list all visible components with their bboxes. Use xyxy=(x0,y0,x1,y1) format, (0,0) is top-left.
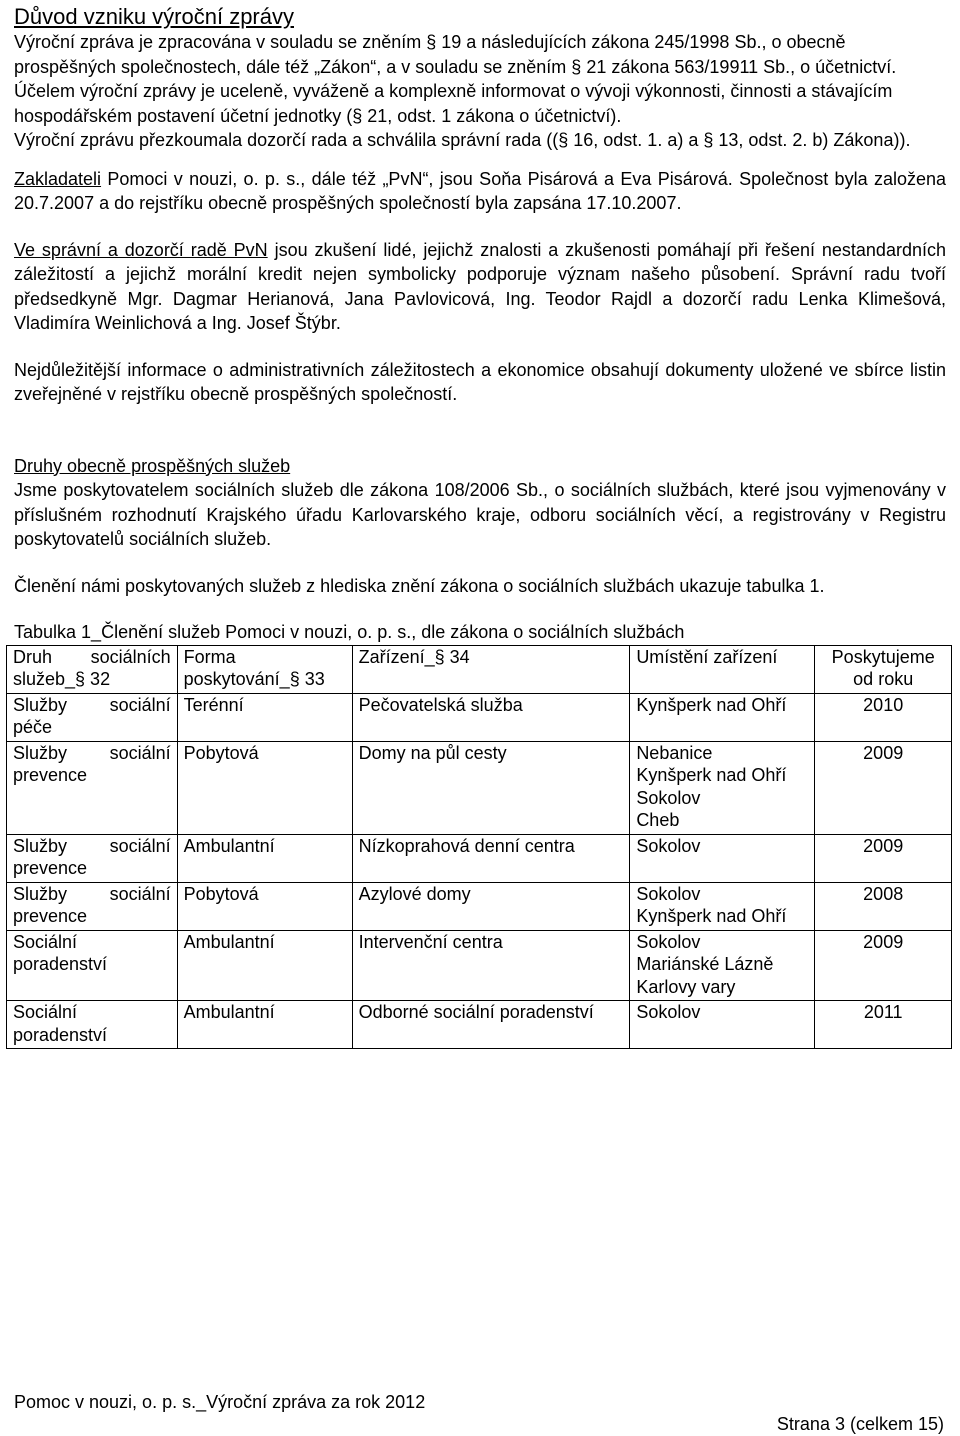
cell-umisteni-line: Sokolov xyxy=(636,883,701,904)
cell-druh-line: prevence xyxy=(13,906,88,926)
cell-forma xyxy=(177,834,352,882)
cell-rok-line: 2009 xyxy=(863,931,904,952)
cell-forma-line: Pobytová xyxy=(183,883,259,904)
table-row xyxy=(7,882,952,930)
table-header-row xyxy=(7,645,952,693)
table-row xyxy=(7,1001,952,1049)
cell-zarizeni-line: Intervenční centra xyxy=(358,931,503,952)
paragraph-review: Výroční zprávu přezkoumala dozorčí rada a schválila správní rada ((§ 16, odst. 1. a) a § 13, odst. 2. b) Zákona)). xyxy=(14,130,911,150)
cell-zarizeni-line: Odborné sociální poradenství xyxy=(358,1002,594,1022)
cell-umisteni-line: Sokolov xyxy=(636,787,701,808)
founders-label: Zakladateli xyxy=(14,168,102,189)
cell-zarizeni xyxy=(352,693,630,741)
table-header-cell-line: Druh sociálních xyxy=(13,646,171,667)
table-caption: Tabulka 1_Členění služeb Pomoci v nouzi, o. p. s., dle zákona o sociálních službách xyxy=(14,622,685,642)
table-header-cell-line: Poskytujeme xyxy=(831,646,935,667)
cell-zarizeni-line: Nízkoprahová denní centra xyxy=(358,835,575,856)
cell-forma xyxy=(177,693,352,741)
cell-forma xyxy=(177,882,352,930)
cell-druh xyxy=(7,1001,178,1049)
paragraph-documents: Nejdůležitější informace o administrativních záležitostech a ekonomice obsahují dokumenty uložené ve sbírce listin zveřejněné v rejstříku obecně prospěšných společností. xyxy=(14,359,946,404)
cell-forma-line: Ambulantní xyxy=(183,835,275,856)
cell-umisteni-line: Sokolov xyxy=(636,931,701,952)
cell-zarizeni-line: Pečovatelská služba xyxy=(358,694,523,715)
cell-umisteni xyxy=(630,1001,815,1049)
cell-umisteni-line: Mariánské Lázně xyxy=(636,954,774,974)
cell-umisteni-line: Nebanice xyxy=(636,742,713,763)
cell-umisteni-line: Kynšperk nad Ohří xyxy=(636,765,787,785)
cell-druh-line: Služby sociální xyxy=(13,835,171,856)
cell-druh-line: Služby sociální xyxy=(13,694,171,715)
cell-umisteni xyxy=(630,741,815,834)
table-header-cell-line: Zařízení_§ 34 xyxy=(358,646,470,667)
cell-rok xyxy=(815,693,952,741)
cell-druh-line: Služby sociální xyxy=(13,883,171,904)
footer-document-title: Pomoc v nouzi, o. p. s._Výroční zpráva za rok 2012 xyxy=(14,1392,426,1412)
paragraph-founders xyxy=(14,167,946,216)
cell-umisteni-line: Sokolov xyxy=(636,1002,701,1022)
cell-umisteni xyxy=(630,834,815,882)
cell-umisteni xyxy=(630,930,815,1001)
cell-rok xyxy=(815,1001,952,1049)
cell-zarizeni-line: Domy na půl cesty xyxy=(358,742,507,763)
table-header-cell xyxy=(815,645,952,693)
cell-rok-line: 2011 xyxy=(863,1002,903,1022)
cell-druh-line: poradenství xyxy=(13,954,108,974)
cell-rok-line: 2009 xyxy=(863,742,904,763)
table-row xyxy=(7,693,952,741)
cell-umisteni-line: Karlovy vary xyxy=(636,976,736,997)
cell-rok xyxy=(815,882,952,930)
cell-druh-line: Sociální xyxy=(13,931,78,952)
cell-druh xyxy=(7,930,178,1001)
cell-forma-line: Ambulantní xyxy=(183,931,275,952)
table-header-cell-line: poskytování_§ 33 xyxy=(183,669,325,689)
cell-druh-line: prevence xyxy=(13,765,88,785)
cell-umisteni-line: Sokolov xyxy=(636,835,701,856)
cell-druh xyxy=(7,693,178,741)
table-row xyxy=(7,741,952,834)
cell-druh-line: péče xyxy=(13,717,53,737)
section-title-druhy: Druhy obecně prospěšných služeb xyxy=(14,455,291,476)
cell-forma xyxy=(177,1001,352,1049)
table-row xyxy=(7,834,952,882)
cell-druh-line: prevence xyxy=(13,858,88,878)
cell-druh xyxy=(7,741,178,834)
cell-rok xyxy=(815,834,952,882)
cell-zarizeni xyxy=(352,882,630,930)
cell-umisteni-line: Kynšperk nad Ohří xyxy=(636,906,787,926)
cell-druh xyxy=(7,834,178,882)
paragraph-purpose: Účelem výroční zprávy je uceleně, vyváženě a komplexně informovat o vývoji výkonnosti, činnosti a stávajícím hospodářském postavení účetní jednotky (§ 21, odst. 1 zákona o účetnictví). xyxy=(14,81,893,126)
cell-rok xyxy=(815,741,952,834)
document-page xyxy=(14,0,946,1049)
cell-druh-line: Sociální xyxy=(13,1002,78,1022)
table-header-cell xyxy=(177,645,352,693)
table-header-cell-line: Umístění zařízení xyxy=(636,646,778,667)
cell-umisteni xyxy=(630,693,815,741)
cell-zarizeni xyxy=(352,834,630,882)
paragraph-legal-basis: Výroční zpráva je zpracována v souladu se zněním § 19 a následujících zákona 245/1998 Sb., o obecně prospěšných společnostech, dále též „Zákon“, a v souladu se zněním § 21 zákona 563/19911 Sb., o účetnictví. xyxy=(14,32,897,77)
cell-druh-line: Služby sociální xyxy=(13,742,171,763)
cell-rok-line: 2009 xyxy=(863,835,904,856)
cell-umisteni xyxy=(630,882,815,930)
cell-rok xyxy=(815,930,952,1001)
table-header-cell-line: Forma xyxy=(183,646,236,667)
footer-page-number: Strana 3 (celkem 15) xyxy=(776,1414,944,1434)
table-header-cell-line: od roku xyxy=(853,669,914,689)
founders-text: Pomoci v nouzi, o. p. s., dále též „PvN“, jsou Soňa Pisárová a Eva Pisárová. Společnost byla založena 20.7.2007 a do rejstříku obecně prospěšných společností byla zapsána 17.10.2007. xyxy=(14,168,946,213)
table-header-cell xyxy=(7,645,178,693)
cell-rok-line: 2010 xyxy=(863,694,904,715)
cell-druh xyxy=(7,882,178,930)
boards-label: Ve správní a dozorčí radě PvN xyxy=(14,239,268,260)
cell-zarizeni xyxy=(352,930,630,1001)
cell-forma-line: Pobytová xyxy=(183,742,259,763)
table-header-cell-line: služeb_§ 32 xyxy=(13,669,111,689)
cell-forma-line: Ambulantní xyxy=(183,1002,275,1022)
section-title-duvod: Důvod vzniku výroční zprávy xyxy=(14,4,294,29)
cell-forma xyxy=(177,930,352,1001)
paragraph-table-intro: Členění námi poskytovaných služeb z hlediska znění zákona o sociálních službách ukazuje tabulka 1. xyxy=(14,575,825,596)
cell-zarizeni xyxy=(352,741,630,834)
table-row xyxy=(7,930,952,1001)
table-header-cell xyxy=(352,645,630,693)
cell-zarizeni xyxy=(352,1001,630,1049)
table-header-cell xyxy=(630,645,815,693)
cell-forma-line: Terénní xyxy=(183,694,244,715)
paragraph-provider: Jsme poskytovatelem sociálních služeb dle zákona 108/2006 Sb., o sociálních službách, které jsou vyjmenovány v příslušném rozhodnutí Krajského úřadu Karlovarského kraje, odboru sociálních věcí, a registrovány v Registru poskytovatelů sociálních služeb. xyxy=(14,480,946,549)
services-table xyxy=(6,645,952,1050)
boards-text: jsou zkušení lidé, jejichž znalosti a zkušenosti pomáhají při řešení nestandardních záležitostí a jejichž morální kredit nejen symbolicky podporuje význam našeho působení. Správní radu tvoří předsedkyně Mgr. Dagmar Herianová, Jana Pavlovicová, Ing. Teodor Rajdl a dozorčí radu Lenka Klimešová, Vladimíra Weinlichová a Ing. Josef Štýbr. xyxy=(14,239,946,333)
cell-zarizeni-line: Azylové domy xyxy=(358,883,471,904)
paragraph-boards xyxy=(14,238,946,336)
cell-druh-line: poradenství xyxy=(13,1024,108,1045)
cell-forma xyxy=(177,741,352,834)
cell-rok-line: 2008 xyxy=(863,883,904,904)
cell-umisteni-line: Kynšperk nad Ohří xyxy=(636,694,787,715)
cell-umisteni-line: Cheb xyxy=(636,810,680,830)
